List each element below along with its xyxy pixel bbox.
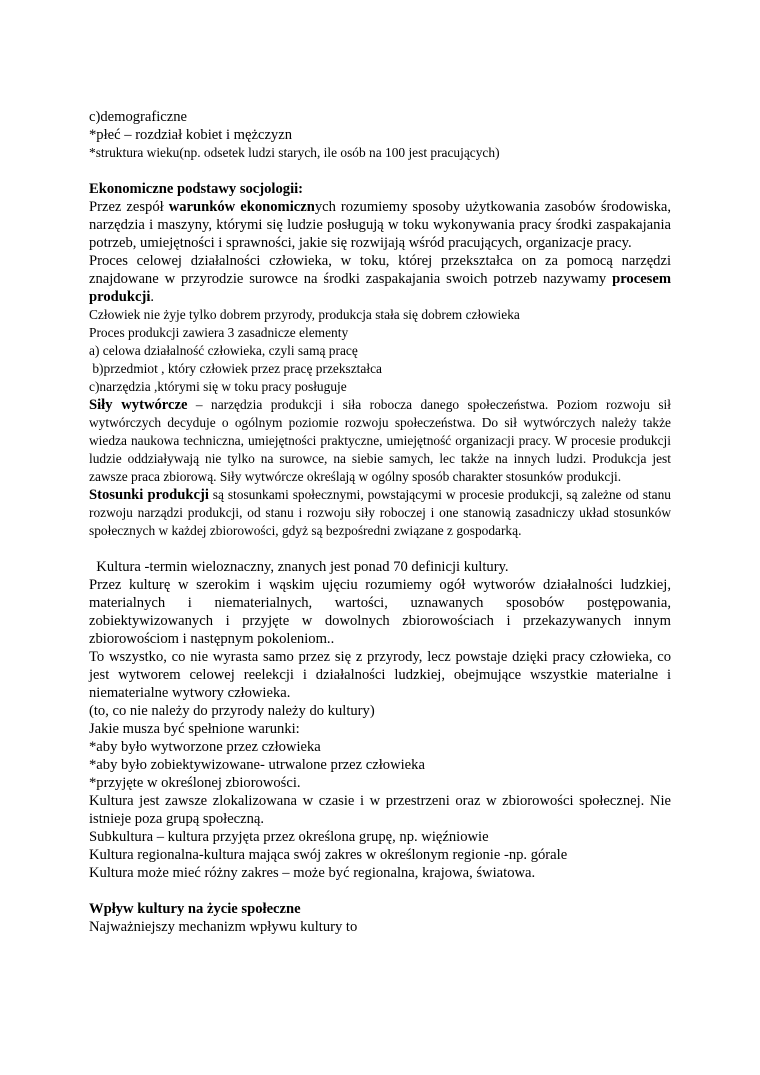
- culture-paragraph-9: Kultura jest zawsze zlokalizowana w czasie i w przestrzeni oraz w zbiorowości społecznej. Nie istnieje poza grupą społeczną.: [89, 793, 671, 827]
- culture-paragraph-5: Jakie musza być spełnione warunki:: [89, 721, 300, 737]
- culture-paragraph-3: To wszystko, co nie wyrasta samo przez się z przyrody, lecz powstaje dzięki pracy człowieka, co jest wytworem celowej reelekcji i działalności ludzkiej, obejmujące wszystkie materialne i niematerialne wytwory człowieka.: [89, 649, 671, 701]
- econ-list-item-c: c)narzędzia ,którymi się w toku pracy posługuje: [89, 379, 347, 394]
- document-body: [89, 108, 671, 936]
- culture-condition-2: *aby było zobiektywizowane- utrwalone przez człowieka: [89, 757, 425, 773]
- spacer: [89, 162, 671, 180]
- culture-paragraph-10: Subkultura – kultura przyjęta przez określona grupę, np. więźniowie: [89, 829, 489, 845]
- spacer: [89, 882, 671, 900]
- culture-paragraph-1: Kultura -termin wieloznaczny, znanych jest ponad 70 definicji kultury.: [89, 559, 509, 575]
- econ-paragraph-forces: Siły wytwórcze – narzędzia produkcji i siła robocza danego społeczeństwa. Poziom rozwoju sił wytwórczych decyduje o ogólnym poziomie rozwoju społeczeństwa. Do sił wytwórczych należy także wiedza naukowa techniczna, umiejętności praktyczne, umiejętność organizacji pracy. W procesie produkcji ludzie oddziaływają nie tylko na surowce, na siebie samych, lec także na innych ludzi. Produkcja jest zawsze praca zbiorową. Siły wytwórcze określają w ogólny sposób charakter stosunków produkcji.: [89, 397, 671, 484]
- culture-paragraph-11: Kultura regionalna-kultura mająca swój zakres w określonym regionie -np. górale: [89, 847, 568, 863]
- demo-line-2: *płeć – rozdział kobiet i mężczyzn: [89, 127, 293, 143]
- culture-condition-3: *przyjęte w określonej zbiorowości.: [89, 775, 301, 791]
- econ-paragraph-2: Proces celowej działalności człowieka, w toku, której przekształca on za pomocą narzędzi znajdowane w przyrodzie surowce na środki zaspakajania swoich potrzeb nazywamy procesem produkcji.: [89, 253, 671, 305]
- influence-paragraph-1: Najważniejszy mechanizm wpływu kultury to: [89, 919, 358, 935]
- influence-heading: Wpływ kultury na życie społeczne: [89, 901, 301, 917]
- econ-heading: Ekonomiczne podstawy socjologii:: [89, 181, 304, 197]
- econ-paragraph-3: Człowiek nie żyje tylko dobrem przyrody, produkcja stała się dobrem człowieka: [89, 307, 520, 322]
- econ-paragraph-relations: Stosunki produkcji są stosunkami społecznymi, powstającymi w procesie produkcji, są zależne od stanu rozwoju narządzi produkcji, od stanu i rozwoju siły roboczej i one stanowią zasadniczy układ stosunków społecznych w każdej zbiorowości, gdyż są bezpośredni związane z gospodarką.: [89, 487, 671, 538]
- culture-paragraph-2: Przez kulturę w szerokim i wąskim ujęciu rozumiemy ogół wytworów działalności ludzkiej, materialnych i niematerialnych, wartości, uznawanych sposobów postępowania, zobiektywizowanych i przyjęte w dowolnych zbiorowościach i przekazywanych innym zbiorowościom i następnym pokoleniom..: [89, 577, 671, 647]
- econ-paragraph-1: Przez zespół warunków ekonomicznych rozumiemy sposoby użytkowania zasobów środowiska, narzędzia i maszyny, którymi się ludzie posługują w toku wykonywania pracy środki zaspakajania potrzeb, umiejętności i sprawności, jakie się rozwijają wśród pracujących, organizacje pracy.: [89, 199, 672, 251]
- spacer: [89, 540, 671, 558]
- econ-list-item-a: a) celowa działalność człowieka, czyli samą pracę: [89, 343, 358, 358]
- econ-list-item-b: b)przedmiot , który człowiek przez pracę przekształca: [89, 361, 382, 376]
- demo-line-1: c)demograficzne: [89, 109, 188, 125]
- culture-condition-1: *aby było wytworzone przez człowieka: [89, 739, 321, 755]
- culture-paragraph-12: Kultura może mieć różny zakres – może być regionalna, krajowa, światowa.: [89, 865, 536, 881]
- demo-line-3: *struktura wieku(np. odsetek ludzi starych, ile osób na 100 jest pracujących): [89, 145, 500, 160]
- econ-paragraph-4: Proces produkcji zawiera 3 zasadnicze elementy: [89, 325, 349, 340]
- culture-paragraph-4: (to, co nie należy do przyrody należy do kultury): [89, 703, 375, 719]
